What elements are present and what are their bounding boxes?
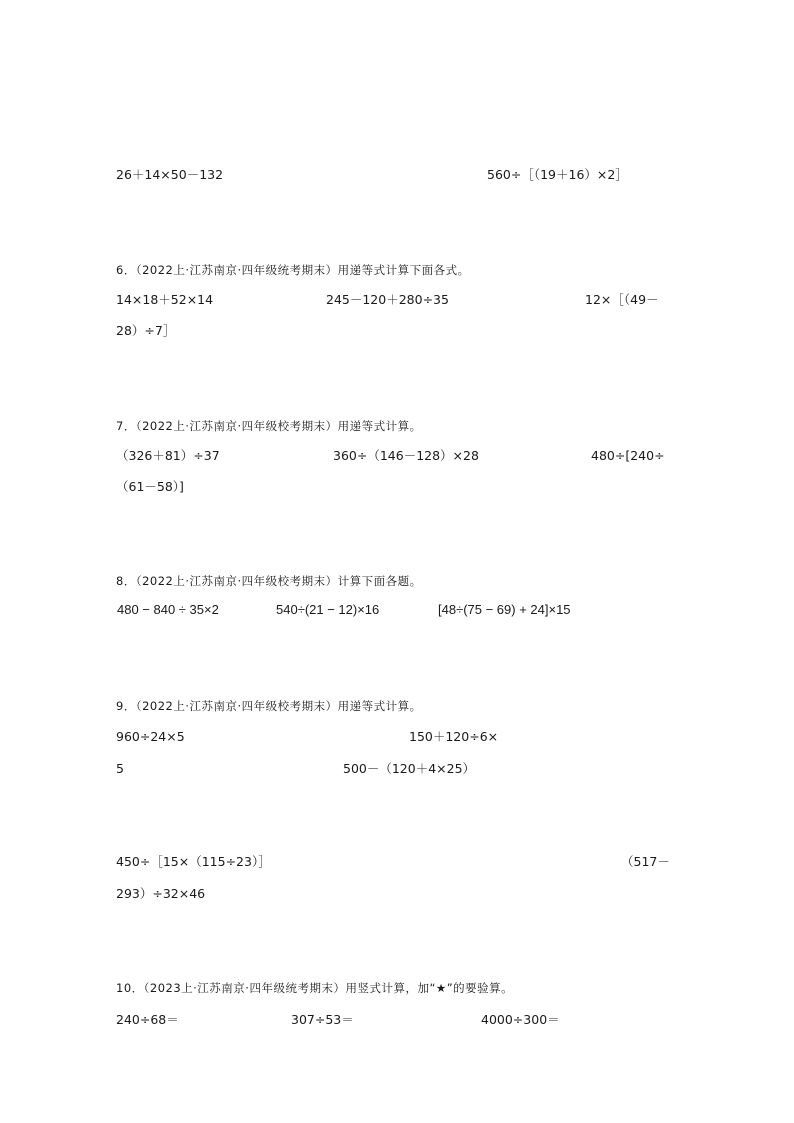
q6-expression-3-wrap: 28）÷7］ xyxy=(116,323,176,338)
question-6-header: 6．（2022上·江苏南京·四年级统考期末）用递等式计算下面各式。 xyxy=(116,263,470,277)
q8-expression-1: 480 − 840 ÷ 35×2 xyxy=(117,602,219,617)
q10-expression-2: 307÷53＝ xyxy=(291,1012,354,1027)
q6-expression-1: 14×18＋52×14 xyxy=(116,292,214,307)
q9-expression-2-wrap: 5 xyxy=(116,761,124,776)
q7-expression-1: （326＋81）÷37 xyxy=(116,448,220,463)
q9-expression-5-wrap: 293）÷32×46 xyxy=(116,886,206,901)
q7-expression-2: 360÷（146－128）×28 xyxy=(333,448,479,463)
q9-expression-4: 450÷［15×（115÷23）］ xyxy=(116,854,271,869)
question-8-header: 8．（2022上·江苏南京·四年级校考期末）计算下面各题。 xyxy=(116,574,422,588)
question-10-header: 10．（2023上·江苏南京·四年级统考期末）用竖式计算，加“★”的要验算。 xyxy=(116,981,514,995)
question-7-header: 7．（2022上·江苏南京·四年级校考期末）用递等式计算。 xyxy=(116,419,422,433)
q6-expression-3: 12×［（49－ xyxy=(585,292,659,307)
expression-26-plus: 26＋14×50－132 xyxy=(116,167,224,182)
q9-expression-1: 960÷24×5 xyxy=(116,729,185,744)
q6-expression-2: 245－120＋280÷35 xyxy=(326,292,449,307)
q10-expression-3: 4000÷300＝ xyxy=(481,1012,560,1027)
q7-expression-3-wrap: （61－58）] xyxy=(116,479,184,494)
q8-expression-2: 540÷(21 − 12)×16 xyxy=(276,602,380,617)
question-9-header: 9．（2022上·江苏南京·四年级校考期末）用递等式计算。 xyxy=(116,699,422,713)
q8-expression-3: [48÷(75 − 69) + 24]×15 xyxy=(438,602,571,617)
q7-expression-3: 480÷[240÷ xyxy=(591,448,665,463)
q9-expression-3: 500－（120＋4×25） xyxy=(343,761,476,776)
q9-expression-5: （517－ xyxy=(621,854,670,869)
q10-expression-1: 240÷68＝ xyxy=(116,1012,179,1027)
expression-560-div: 560÷［（19＋16）×2］ xyxy=(487,167,628,182)
q9-expression-2: 150＋120÷6× xyxy=(409,729,499,744)
